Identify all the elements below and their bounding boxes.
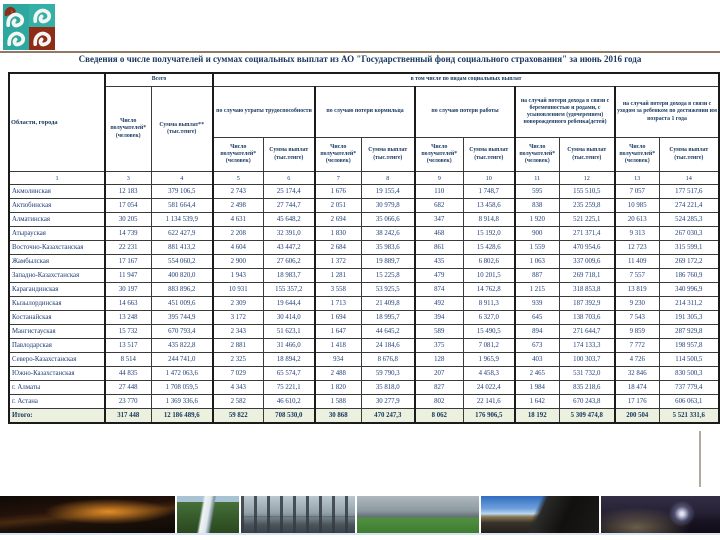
value-cell: 1 369 336,6: [151, 395, 213, 409]
value-cell: 7 029: [213, 367, 263, 381]
value-cell: 14 762,8: [463, 283, 515, 297]
value-cell: 244 741,0: [151, 353, 213, 367]
value-cell: 670 793,4: [151, 325, 213, 339]
header-sub-count: Число получателей* (человек): [615, 138, 659, 172]
value-cell: 737 779,4: [659, 381, 719, 395]
header-sub-sum: Сумма выплат (тыс.тенге): [659, 138, 719, 172]
value-cell: 2 881: [213, 339, 263, 353]
value-cell: 30 868: [315, 409, 361, 424]
value-cell: 8 062: [415, 409, 463, 424]
index-cell: 10: [463, 172, 515, 185]
value-cell: 23 770: [105, 395, 151, 409]
value-cell: 1 694: [315, 311, 361, 325]
value-cell: 1 748,7: [463, 185, 515, 199]
index-row: [9, 172, 719, 185]
index-cell: 3: [105, 172, 151, 185]
value-cell: 861: [415, 241, 463, 255]
value-cell: 554 060,2: [151, 255, 213, 269]
value-cell: 2 488: [315, 367, 361, 381]
photo-industrial-plant: [241, 496, 355, 533]
table-row: [9, 185, 719, 199]
table-row: [9, 283, 719, 297]
slide-title: Сведения о числе получателей и суммах социальных выплат из АО "Государственный фонд социального страхования" за июнь 2016 года: [78, 54, 642, 64]
header-category-disability: по случаю утраты трудоспособности: [213, 87, 315, 138]
value-cell: 22 141,6: [463, 395, 515, 409]
value-cell: 524 285,3: [659, 213, 719, 227]
value-cell: 114 500,5: [659, 353, 719, 367]
value-cell: 30 979,8: [361, 199, 415, 213]
value-cell: 35 066,6: [361, 213, 415, 227]
index-cell: 12: [559, 172, 615, 185]
table-row: [9, 227, 719, 241]
value-cell: 14 663: [105, 297, 151, 311]
region-cell: Восточно-Казахстанская: [9, 241, 105, 255]
value-cell: 2 684: [315, 241, 361, 255]
value-cell: 18 474: [615, 381, 659, 395]
value-cell: 1 063: [515, 255, 559, 269]
value-cell: 2 343: [213, 325, 263, 339]
value-cell: 24 022,4: [463, 381, 515, 395]
value-cell: 2 900: [213, 255, 263, 269]
value-cell: 4 458,3: [463, 367, 515, 381]
index-cell: 6: [263, 172, 315, 185]
header-total-count: Число получателей* (человек): [105, 87, 151, 172]
value-cell: 35 818,0: [361, 381, 415, 395]
value-cell: 375: [415, 339, 463, 353]
value-cell: 51 623,1: [263, 325, 315, 339]
value-cell: 155 510,5: [559, 185, 615, 199]
value-cell: 12 183: [105, 185, 151, 199]
value-cell: 379 106,5: [151, 185, 213, 199]
header-category-breadwinner: по случаю потери кормильца: [315, 87, 415, 138]
index-cell: 9: [415, 172, 463, 185]
value-cell: 395 744,9: [151, 311, 213, 325]
table-row: [9, 325, 719, 339]
value-cell: 934: [315, 353, 361, 367]
value-cell: 25 174,4: [263, 185, 315, 199]
value-cell: 19 644,4: [263, 297, 315, 311]
value-cell: 318 853,8: [559, 283, 615, 297]
photo-strip: [0, 496, 720, 533]
region-cell: Южно-Казахстанская: [9, 367, 105, 381]
value-cell: 24 184,6: [361, 339, 415, 353]
value-cell: 1 820: [315, 381, 361, 395]
value-cell: 176 906,5: [463, 409, 515, 424]
header-category-childcare: на случай потери дохода в связи с уходом за ребенком по достижении им возраста 1 года: [615, 87, 719, 138]
index-cell: 5: [213, 172, 263, 185]
value-cell: 186 760,9: [659, 269, 719, 283]
value-cell: 340 996,9: [659, 283, 719, 297]
table-row: [9, 339, 719, 353]
value-cell: 10 201,5: [463, 269, 515, 283]
value-cell: 1 708 059,5: [151, 381, 213, 395]
header-category-job-loss: по случаю потери работы: [415, 87, 515, 138]
header-sub-sum: Сумма выплат (тыс.тенге): [263, 138, 315, 172]
value-cell: 12 186 489,6: [151, 409, 213, 424]
value-cell: 894: [515, 325, 559, 339]
region-cell: Алматинская: [9, 213, 105, 227]
value-cell: 18 192: [515, 409, 559, 424]
value-cell: 27 606,2: [263, 255, 315, 269]
value-cell: 3 172: [213, 311, 263, 325]
region-cell: Актюбинская: [9, 199, 105, 213]
value-cell: 271 644,7: [559, 325, 615, 339]
value-cell: 207: [415, 367, 463, 381]
table-row: [9, 297, 719, 311]
value-cell: 7 557: [615, 269, 659, 283]
value-cell: 595: [515, 185, 559, 199]
value-cell: 435 822,8: [151, 339, 213, 353]
photo-mountain-road: [481, 496, 599, 533]
value-cell: 1 559: [515, 241, 559, 255]
value-cell: 2 694: [315, 213, 361, 227]
table-body: [9, 185, 719, 424]
value-cell: 269 718,1: [559, 269, 615, 283]
value-cell: 18 983,7: [263, 269, 315, 283]
value-cell: 887: [515, 269, 559, 283]
value-cell: 138 703,6: [559, 311, 615, 325]
region-cell: Мангистауская: [9, 325, 105, 339]
value-cell: 200 504: [615, 409, 659, 424]
value-cell: 11 947: [105, 269, 151, 283]
value-cell: 827: [415, 381, 463, 395]
value-cell: 177 517,6: [659, 185, 719, 199]
photo-city-night: [601, 496, 720, 533]
value-cell: 645: [515, 311, 559, 325]
header-sub-count: Число получателей* (человек): [415, 138, 463, 172]
value-cell: 337 009,6: [559, 255, 615, 269]
table-row: [9, 241, 719, 255]
region-cell: г. Астана: [9, 395, 105, 409]
table-row: [9, 353, 719, 367]
value-cell: 6 327,0: [463, 311, 515, 325]
value-cell: 46 610,2: [263, 395, 315, 409]
table-row: [9, 269, 719, 283]
value-cell: 2 498: [213, 199, 263, 213]
value-cell: 2 743: [213, 185, 263, 199]
value-cell: 802: [415, 395, 463, 409]
region-cell: г. Алматы: [9, 381, 105, 395]
value-cell: 9 313: [615, 227, 659, 241]
value-cell: 874: [415, 283, 463, 297]
value-cell: 315 599,1: [659, 241, 719, 255]
value-cell: 32 846: [615, 367, 659, 381]
table-row: [9, 395, 719, 409]
value-cell: 15 225,8: [361, 269, 415, 283]
value-cell: 21 409,8: [361, 297, 415, 311]
value-cell: 4 604: [213, 241, 263, 255]
value-cell: 838: [515, 199, 559, 213]
value-cell: 30 197: [105, 283, 151, 297]
value-cell: 31 466,0: [263, 339, 315, 353]
value-cell: 19 889,7: [361, 255, 415, 269]
value-cell: 8 676,8: [361, 353, 415, 367]
index-cell: 13: [615, 172, 659, 185]
value-cell: 22 231: [105, 241, 151, 255]
value-cell: 400 820,0: [151, 269, 213, 283]
value-cell: 900: [515, 227, 559, 241]
photo-stadium: [357, 496, 479, 533]
value-cell: 2 208: [213, 227, 263, 241]
value-cell: 451 009,6: [151, 297, 213, 311]
value-cell: 214 311,2: [659, 297, 719, 311]
header-category-maternity: на случай потери дохода в связи с беременностью и родами, с усыновлением (удочерением) новорожденного ребенка(детей): [515, 87, 615, 138]
value-cell: 622 427,9: [151, 227, 213, 241]
value-cell: 13 458,6: [463, 199, 515, 213]
value-cell: 30 205: [105, 213, 151, 227]
value-cell: 191 305,3: [659, 311, 719, 325]
value-cell: 606 063,1: [659, 395, 719, 409]
value-cell: 881 413,2: [151, 241, 213, 255]
value-cell: 2 465: [515, 367, 559, 381]
value-cell: 75 221,1: [263, 381, 315, 395]
value-cell: 15 428,6: [463, 241, 515, 255]
table-row: [9, 213, 719, 227]
value-cell: 110: [415, 185, 463, 199]
value-cell: 403: [515, 353, 559, 367]
value-cell: 267 030,3: [659, 227, 719, 241]
value-cell: 5 521 331,6: [659, 409, 719, 424]
value-cell: 8 911,3: [463, 297, 515, 311]
table-row: [9, 381, 719, 395]
region-cell: Кызылординская: [9, 297, 105, 311]
value-cell: 1 965,9: [463, 353, 515, 367]
index-cell: 11: [515, 172, 559, 185]
region-cell: Карагандинская: [9, 283, 105, 297]
value-cell: 8 514: [105, 353, 151, 367]
value-cell: 581 664,4: [151, 199, 213, 213]
value-cell: 1 472 063,6: [151, 367, 213, 381]
index-cell: 7: [315, 172, 361, 185]
value-cell: 347: [415, 213, 463, 227]
value-cell: 492: [415, 297, 463, 311]
value-cell: 479: [415, 269, 463, 283]
value-cell: 18 995,7: [361, 311, 415, 325]
value-cell: 317 448: [105, 409, 151, 424]
value-cell: 38 242,6: [361, 227, 415, 241]
region-cell: Павлодарская: [9, 339, 105, 353]
value-cell: 470 954,6: [559, 241, 615, 255]
value-cell: 35 983,6: [361, 241, 415, 255]
value-cell: 1 281: [315, 269, 361, 283]
value-cell: 269 172,2: [659, 255, 719, 269]
value-cell: 11 409: [615, 255, 659, 269]
value-cell: 155 357,2: [263, 283, 315, 297]
value-cell: 2 325: [213, 353, 263, 367]
value-cell: 100 303,7: [559, 353, 615, 367]
value-cell: 7 057: [615, 185, 659, 199]
value-cell: 65 574,7: [263, 367, 315, 381]
value-cell: 10 985: [615, 199, 659, 213]
value-cell: 187 392,9: [559, 297, 615, 311]
region-cell: Костанайская: [9, 311, 105, 325]
value-cell: 1 713: [315, 297, 361, 311]
value-cell: 17 176: [615, 395, 659, 409]
value-cell: 835 218,6: [559, 381, 615, 395]
value-cell: 14 739: [105, 227, 151, 241]
value-cell: 939: [515, 297, 559, 311]
value-cell: 7 772: [615, 339, 659, 353]
value-cell: 53 925,5: [361, 283, 415, 297]
header-sub-count: Число получателей* (человек): [515, 138, 559, 172]
value-cell: 8 914,8: [463, 213, 515, 227]
index-cell: 14: [659, 172, 719, 185]
header-sub-sum: Сумма выплат (тыс.тенге): [463, 138, 515, 172]
value-cell: 468: [415, 227, 463, 241]
value-cell: 830 500,3: [659, 367, 719, 381]
value-cell: 9 230: [615, 297, 659, 311]
value-cell: 17 054: [105, 199, 151, 213]
bottom-divider: [0, 533, 720, 535]
value-cell: 708 530,0: [263, 409, 315, 424]
value-cell: 1 134 539,9: [151, 213, 213, 227]
table-row: [9, 311, 719, 325]
photo-train-viaduct: [177, 496, 239, 533]
value-cell: 1 588: [315, 395, 361, 409]
value-cell: 1 676: [315, 185, 361, 199]
value-cell: 435: [415, 255, 463, 269]
table-row: [9, 199, 719, 213]
value-cell: 1 830: [315, 227, 361, 241]
value-cell: 44 835: [105, 367, 151, 381]
value-cell: 4 343: [213, 381, 263, 395]
payments-table: [8, 72, 720, 424]
value-cell: 13 819: [615, 283, 659, 297]
header-region: Области, города: [9, 73, 105, 172]
table-row: [9, 367, 719, 381]
value-cell: 1 418: [315, 339, 361, 353]
value-cell: 15 732: [105, 325, 151, 339]
value-cell: 7 543: [615, 311, 659, 325]
header-sub-count: Число получателей* (человек): [315, 138, 361, 172]
value-cell: 30 277,9: [361, 395, 415, 409]
value-cell: 1 642: [515, 395, 559, 409]
header-total-sum: Сумма выплат** (тыс.тенге): [151, 87, 213, 172]
total-row: [9, 409, 719, 424]
value-cell: 27 744,7: [263, 199, 315, 213]
value-cell: 15 490,5: [463, 325, 515, 339]
header-sub-sum: Сумма выплат (тыс.тенге): [361, 138, 415, 172]
photo-night-highway: [0, 496, 175, 533]
right-divider: [699, 431, 701, 487]
value-cell: 10 931: [213, 283, 263, 297]
value-cell: 128: [415, 353, 463, 367]
value-cell: 3 558: [315, 283, 361, 297]
value-cell: 174 133,3: [559, 339, 615, 353]
region-cell: Атырауская: [9, 227, 105, 241]
region-cell: Северо-Казахстанская: [9, 353, 105, 367]
top-divider: [0, 51, 720, 53]
region-cell: Акмолинская: [9, 185, 105, 199]
value-cell: 883 896,2: [151, 283, 213, 297]
value-cell: 20 613: [615, 213, 659, 227]
value-cell: 521 225,1: [559, 213, 615, 227]
value-cell: 19 155,4: [361, 185, 415, 199]
value-cell: 7 081,2: [463, 339, 515, 353]
value-cell: 32 391,0: [263, 227, 315, 241]
value-cell: 15 192,0: [463, 227, 515, 241]
value-cell: 59 822: [213, 409, 263, 424]
value-cell: 27 448: [105, 381, 151, 395]
value-cell: 198 957,8: [659, 339, 719, 353]
kazakh-ornament-icon: [3, 4, 55, 50]
index-cell: 1: [9, 172, 105, 185]
value-cell: 2 051: [315, 199, 361, 213]
region-cell: Итого:: [9, 409, 105, 424]
value-cell: 1 215: [515, 283, 559, 297]
value-cell: 9 859: [615, 325, 659, 339]
value-cell: 4 631: [213, 213, 263, 227]
value-cell: 394: [415, 311, 463, 325]
value-cell: 2 582: [213, 395, 263, 409]
value-cell: 670 243,8: [559, 395, 615, 409]
header-sub-count: Число получателей* (человек): [213, 138, 263, 172]
value-cell: 271 371,4: [559, 227, 615, 241]
value-cell: 287 929,8: [659, 325, 719, 339]
value-cell: 12 723: [615, 241, 659, 255]
value-cell: 1 943: [213, 269, 263, 283]
value-cell: 235 259,8: [559, 199, 615, 213]
index-cell: 4: [151, 172, 213, 185]
value-cell: 682: [415, 199, 463, 213]
value-cell: 17 167: [105, 255, 151, 269]
value-cell: 13 517: [105, 339, 151, 353]
region-cell: Западно-Казахстанская: [9, 269, 105, 283]
value-cell: 274 221,4: [659, 199, 719, 213]
value-cell: 5 309 474,8: [559, 409, 615, 424]
header-sub-sum: Сумма выплат (тыс.тенге): [559, 138, 615, 172]
value-cell: 589: [415, 325, 463, 339]
header-by-types-group: в том числе по видам социальных выплат: [213, 73, 719, 87]
value-cell: 44 645,2: [361, 325, 415, 339]
table-row: [9, 255, 719, 269]
value-cell: 1 920: [515, 213, 559, 227]
value-cell: 1 647: [315, 325, 361, 339]
value-cell: 531 732,0: [559, 367, 615, 381]
value-cell: 4 726: [615, 353, 659, 367]
value-cell: 43 447,2: [263, 241, 315, 255]
value-cell: 6 802,6: [463, 255, 515, 269]
value-cell: 59 790,3: [361, 367, 415, 381]
value-cell: 18 894,2: [263, 353, 315, 367]
value-cell: 1 372: [315, 255, 361, 269]
value-cell: 1 984: [515, 381, 559, 395]
value-cell: 45 648,2: [263, 213, 315, 227]
value-cell: 470 247,3: [361, 409, 415, 424]
value-cell: 2 309: [213, 297, 263, 311]
header-total-group: Всего: [105, 73, 213, 87]
value-cell: 30 414,0: [263, 311, 315, 325]
index-cell: 8: [361, 172, 415, 185]
value-cell: 13 248: [105, 311, 151, 325]
value-cell: 673: [515, 339, 559, 353]
region-cell: Жамбылская: [9, 255, 105, 269]
